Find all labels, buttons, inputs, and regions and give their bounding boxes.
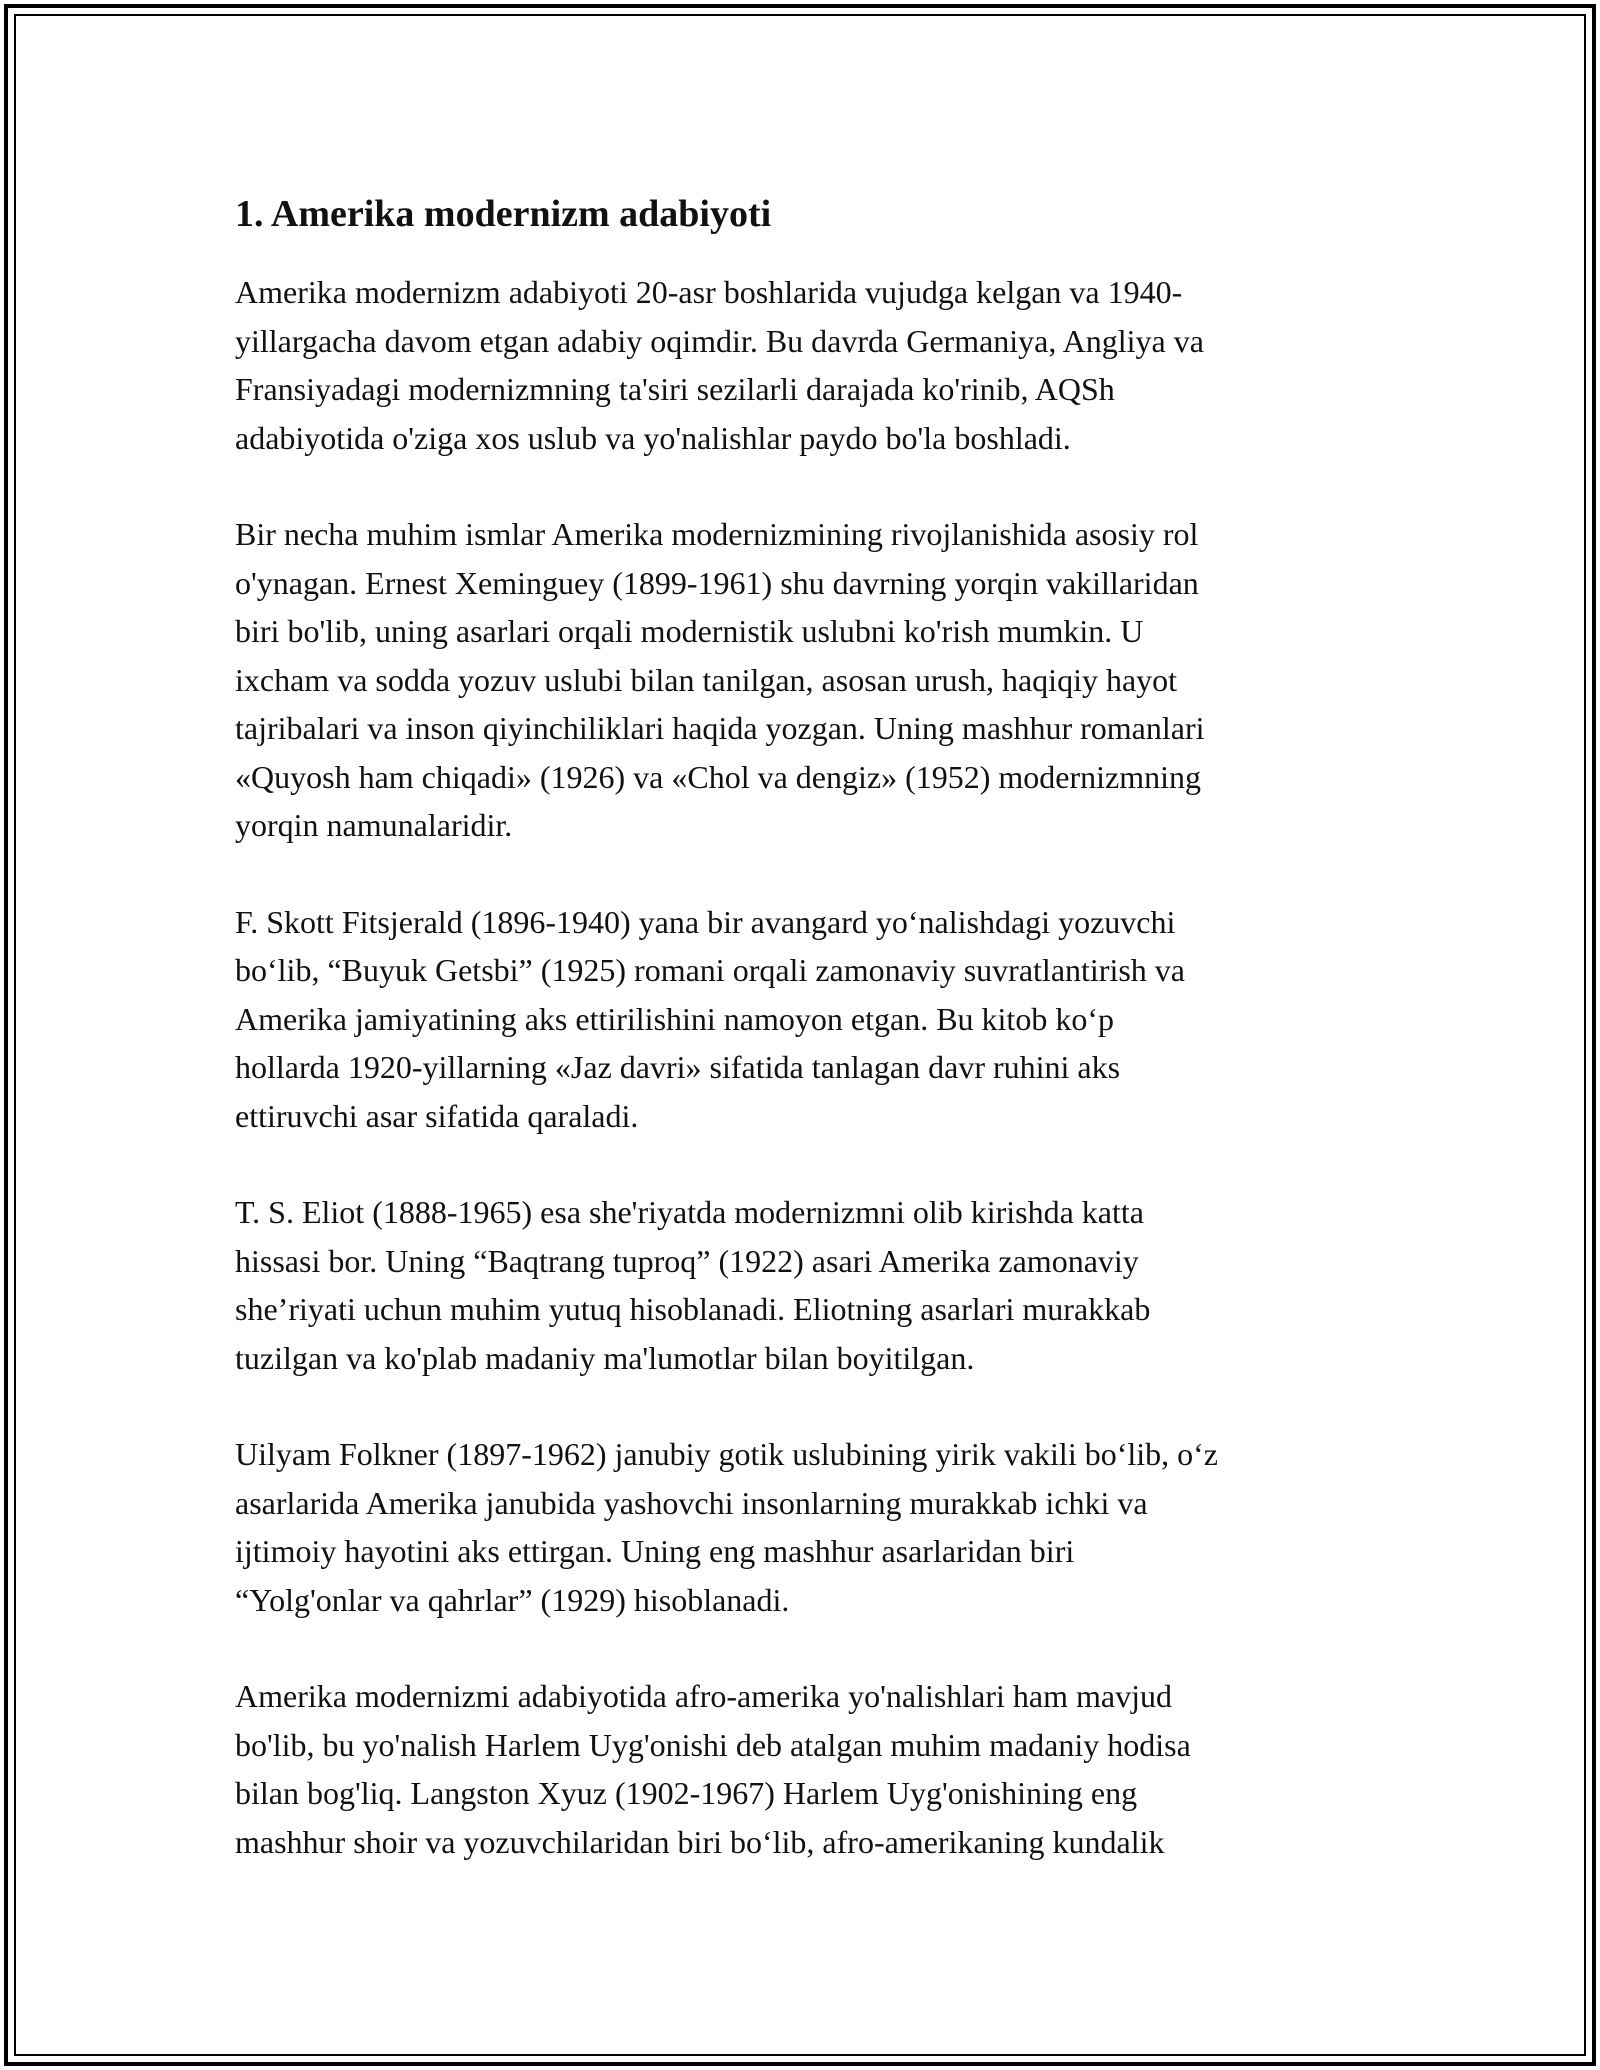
text-line: Amerika modernizmi adabiyotida afro-amerika yo'nalishlari ham mavjud xyxy=(235,1678,1172,1714)
text-line: bilan bog'liq. Langston Xyuz (1902-1967) Harlem Uyg'onishining eng xyxy=(235,1775,1138,1811)
paragraph xyxy=(235,1188,1365,1382)
text-line: bo'lib, bu yo'nalish Harlem Uyg'onishi deb atalgan muhim madaniy hodisa xyxy=(235,1726,1191,1763)
text-line: mashhur shoir va yozuvchilaridan biri bo‘lib, afro-amerikaning kundalik xyxy=(235,1823,1165,1860)
text-line: adabiyotida o'ziga xos uslub va yo'nalishlar paydo bo'la boshladi. xyxy=(235,419,1071,456)
text-line: yillargacha davom etgan adabiy oqimdir. Bu davrda Germaniya, Angliya va xyxy=(235,322,1204,359)
text-line: hissasi bor. Uning “Baqtrang tuproq” (1922) asari Amerika zamonaviy xyxy=(235,1242,1139,1279)
text-line: “Yolg'onlar va qahrlar” (1929) hisoblanadi. xyxy=(235,1581,790,1618)
text-line: T. S. Eliot (1888-1965) esa she'riyatda modernizmni olib kirishda katta xyxy=(235,1194,1144,1230)
text-line: ijtimoiy hayotini aks ettirgan. Uning eng mashhur asarlaridan biri xyxy=(235,1533,1075,1569)
section-heading: 1. Amerika modernizm adabiyoti xyxy=(235,193,772,235)
paragraph xyxy=(235,510,1365,850)
text-line: o'ynagan. Ernest Xeminguey (1899-1961) shu davrning yorqin vakillaridan xyxy=(235,564,1199,601)
text-line: Amerika jamiyatining aks ettirilishini namoyon etgan. Bu kitob ko‘p xyxy=(235,1000,1114,1037)
paragraph xyxy=(235,898,1365,1141)
text-line: ettiruvchi asar sifatida qaraladi. xyxy=(235,1097,639,1134)
text-line: F. Skott Fitsjerald (1896-1940) yana bir avangard yo‘nalishdagi yozuvchi xyxy=(235,903,1176,940)
paragraphs-container xyxy=(235,268,1365,1866)
text-line: yorqin namunalaridir. xyxy=(235,807,513,843)
text-line: Uilyam Folkner (1897-1962) janubiy gotik uslubining yirik vakili bo‘lib, o‘z xyxy=(235,1436,1218,1472)
text-line: ixcham va sodda yozuv uslubi bilan tanilgan, asosan urush, haqiqiy hayot xyxy=(235,661,1178,698)
paragraph xyxy=(235,268,1365,462)
paragraph xyxy=(235,1430,1365,1624)
text-line: biri bo'lib, uning asarlari orqali modernistik uslubni ko'rish mumkin. U xyxy=(235,613,1144,649)
text-line: asarlarida Amerika janubida yashovchi insonlarning murakkab ichki va xyxy=(235,1484,1148,1521)
text-line: tajribalari va inson qiyinchiliklari haqida yozgan. Uning mashhur romanlari xyxy=(235,710,1205,746)
text-line: hollarda 1920-yillarning «Jaz davri» sifatida tanlagan davr ruhini aks xyxy=(235,1049,1121,1085)
text-line: «Quyosh ham chiqadi» (1926) va «Chol va dengiz» (1952) modernizmning xyxy=(235,758,1202,795)
text-line: Bir necha muhim ismlar Amerika modernizmining rivojlanishida asosiy rol xyxy=(235,516,1199,552)
text-line: Fransiyadagi modernizmning ta'siri sezilarli darajada ko'rinib, AQSh xyxy=(235,371,1115,407)
document-body xyxy=(235,190,1365,1914)
text-line: bo‘lib, “Buyuk Getsbi” (1925) romani orqali zamonaviy suvratlantirish va xyxy=(235,952,1185,988)
text-line: she’riyati uchun muhim yutuq hisoblanadi. Eliotning asarlari murakkab xyxy=(235,1291,1151,1327)
paragraph xyxy=(235,1672,1365,1866)
text-line: Amerika modernizm adabiyoti 20-asr boshlarida vujudga kelgan va 1940- xyxy=(235,274,1183,310)
text-line: tuzilgan va ko'plab madaniy ma'lumotlar bilan boyitilgan. xyxy=(235,1339,975,1376)
